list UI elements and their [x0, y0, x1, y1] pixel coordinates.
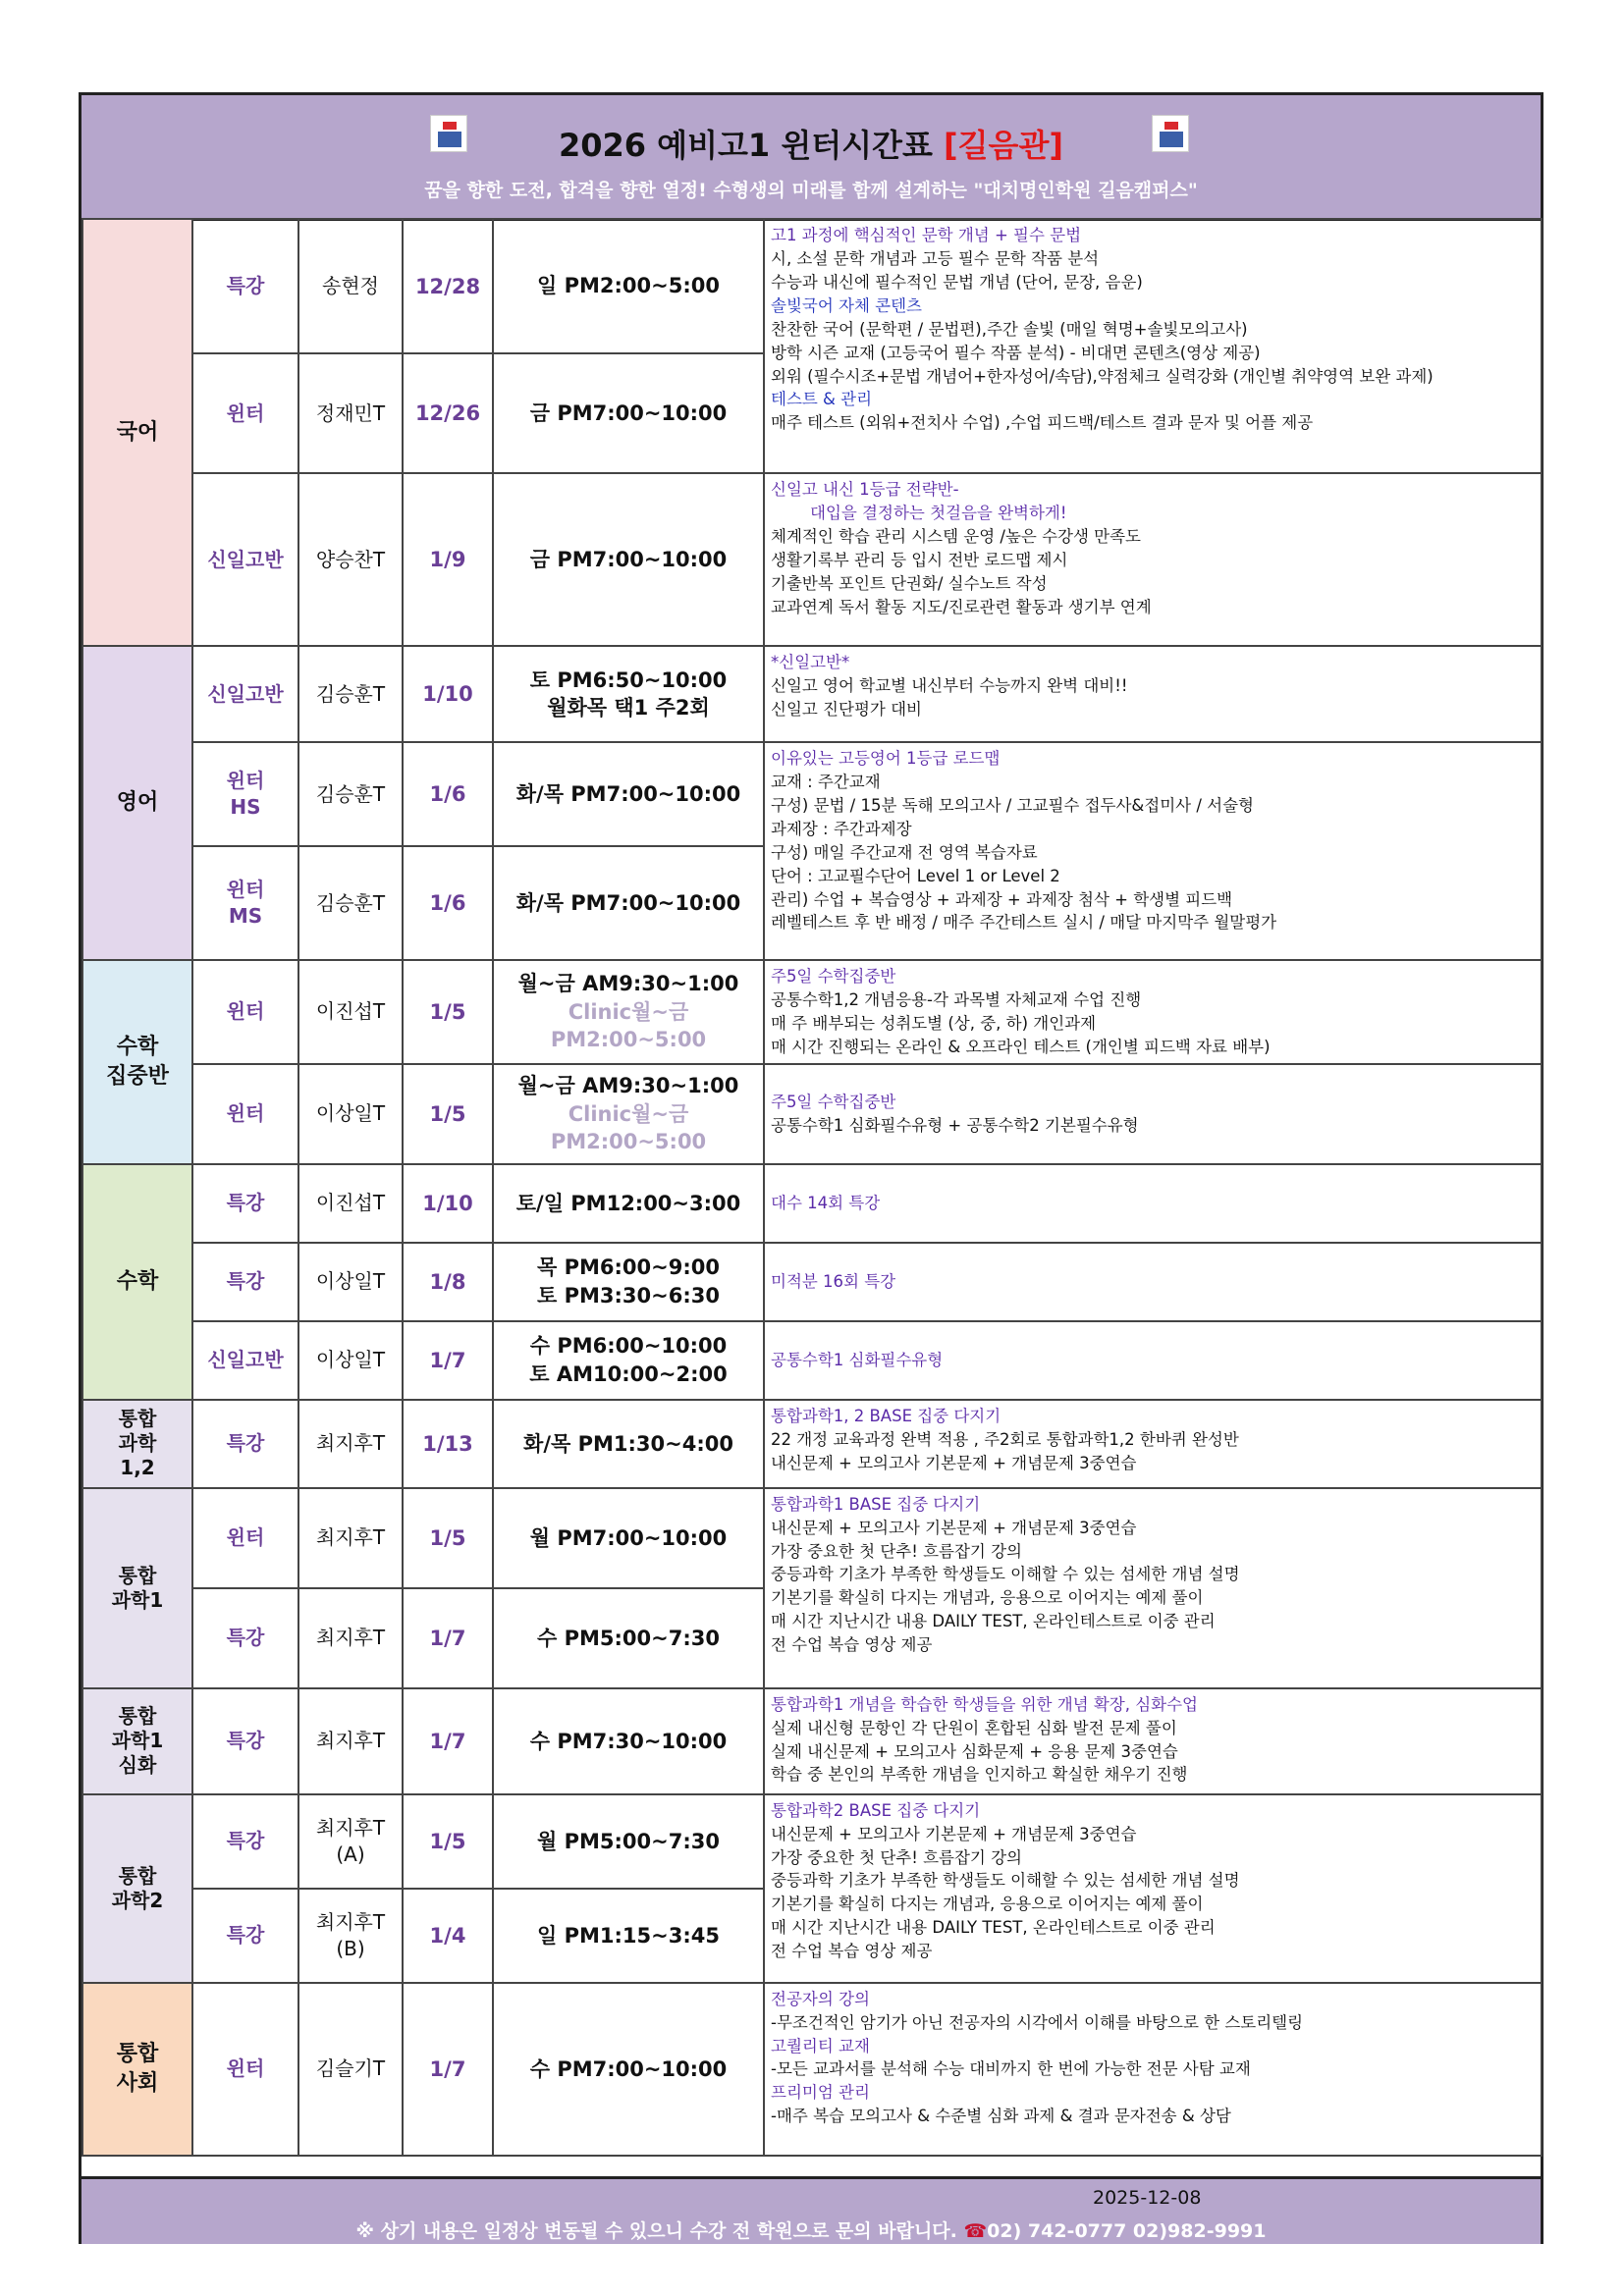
- table-row: [82, 1688, 1542, 1794]
- subject-social: 통합 사회: [82, 1983, 192, 2156]
- description-line: 가장 중요한 첫 단추! 흐름잡기 강의: [771, 1541, 1022, 1561]
- class-type: 윈터: [192, 960, 298, 1064]
- teacher: 이진섭T: [298, 1164, 403, 1243]
- start-date: 1/5: [403, 1064, 493, 1164]
- class-time: 수 PM7:00~10:00: [493, 1983, 764, 2156]
- start-date: 1/5: [403, 1794, 493, 1889]
- description-line: 매 시간 진행되는 온라인 & 오프라인 테스트 (개인별 피드백 자료 배부): [771, 1037, 1271, 1056]
- start-date: 1/10: [403, 646, 493, 742]
- start-date: 12/26: [403, 353, 493, 473]
- start-date: 1/8: [403, 1243, 493, 1321]
- description-line: 매 주 배부되는 성취도별 (상, 중, 하) 개인과제: [771, 1013, 1097, 1033]
- description-line: 공통수학1,2 개념응용-각 과목별 자체교재 수업 진행: [771, 989, 1142, 1009]
- description-line: 기본기를 확실히 다지는 개념과, 응용으로 이어지는 예제 풀이: [771, 1588, 1204, 1608]
- class-time: 토 PM6:50~10:00 월화목 택1 주2회: [493, 646, 764, 742]
- class-type: 특강: [192, 1400, 298, 1488]
- table-row: [82, 1164, 1542, 1243]
- phone-numbers: 02) 742-0777 02)982-9991: [987, 2220, 1267, 2242]
- description-line: 찬찬한 국어 (문학편 / 문법편),주간 솔빛 (매일 혁명+솔빛모의고사): [771, 319, 1248, 339]
- class-time: 월~금 AM9:30~1:00 Clinic월~금 PM2:00~5:00: [493, 1064, 764, 1164]
- teacher: 최지후T (A): [298, 1794, 403, 1889]
- table-row: [82, 1321, 1542, 1400]
- course-description: [764, 1243, 1542, 1321]
- course-description: [764, 646, 1542, 742]
- description-line: 외워 (필수시조+문법 개념어+한자성어/속담),약점체크 실력강화 (개인별 취약영역 보완 과제): [771, 366, 1434, 386]
- description-line: 구성) 문법 / 15분 독해 모의고사 / 고교필수 접두사&접미사 / 서술형: [771, 795, 1254, 815]
- course-description: [764, 219, 1542, 473]
- teacher: 이진섭T: [298, 960, 403, 1064]
- description-line: 교재 : 주간교재: [771, 772, 881, 791]
- subject-science-2: 통합 과학2: [82, 1794, 192, 1983]
- subject-science-1: 통합 과학1: [82, 1488, 192, 1688]
- start-date: 1/10: [403, 1164, 493, 1243]
- class-time: 월~금 AM9:30~1:00 Clinic월~금 PM2:00~5:00: [493, 960, 764, 1064]
- table-row: [82, 473, 1542, 646]
- description-line: 통합과학1 개념을 학습한 학생들을 위한 개념 확장, 심화수업: [771, 1694, 1198, 1714]
- branch-label: [길음관]: [944, 127, 1064, 164]
- teacher: 김승훈T: [298, 742, 403, 846]
- table-row: [82, 219, 1542, 353]
- class-type: 윈터: [192, 1064, 298, 1164]
- description-line: 대수 14회 특강: [771, 1193, 881, 1212]
- subject-english: 영어: [82, 646, 192, 960]
- description-line: -매주 복습 모의고사 & 수준별 심화 과제 & 결과 문자전송 & 상담: [771, 2107, 1231, 2126]
- start-date: 1/6: [403, 846, 493, 960]
- description-line: 실제 내신문제 + 모의고사 심화문제 + 응용 문제 3중연습: [771, 1741, 1178, 1761]
- class-time: 일 PM1:15~3:45: [493, 1889, 764, 1983]
- table-row: [82, 960, 1542, 1064]
- description-line: 관리) 수업 + 복습영상 + 과제장 + 과제장 첨삭 + 학생별 피드백: [771, 889, 1233, 909]
- teacher: 최지후T: [298, 1688, 403, 1794]
- subject-math-intensive: 수학 집중반: [82, 960, 192, 1164]
- description-line: 과제장 : 주간과제장: [771, 819, 912, 838]
- description-line: 공통수학1 심화필수유형 + 공통수학2 기본필수유형: [771, 1115, 1139, 1135]
- teacher: 최지후T: [298, 1488, 403, 1588]
- teacher: 이상일T: [298, 1321, 403, 1400]
- start-date: 1/5: [403, 1488, 493, 1588]
- class-type: 윈터 MS: [192, 846, 298, 960]
- course-description: [764, 742, 1542, 960]
- description-line: 주5일 수학집중반: [771, 1092, 896, 1111]
- description-line: 생활기록부 관리 등 입시 전반 로드맵 제시: [771, 550, 1068, 569]
- description-line: *신일고반*: [771, 653, 850, 671]
- description-line: 수능과 내신에 필수적인 문법 개념 (단어, 문장, 음운): [771, 272, 1143, 292]
- table-row: [82, 1983, 1542, 2156]
- class-type: 윈터: [192, 1488, 298, 1588]
- subject-science-1-advanced: 통합 과학1 심화: [82, 1688, 192, 1794]
- start-date: 1/7: [403, 1588, 493, 1688]
- description-line: 내신문제 + 모의고사 기본문제 + 개념문제 3중연습: [771, 1518, 1137, 1537]
- description-line: 학습 중 본인의 부족한 개념을 인지하고 확실한 채우기 진행: [771, 1765, 1188, 1785]
- class-type: 윈터: [192, 1983, 298, 2156]
- teacher: 최지후T: [298, 1588, 403, 1688]
- class-time: 화/목 PM7:00~10:00: [493, 846, 764, 960]
- course-description: [764, 1164, 1542, 1243]
- description-line: 대입을 결정하는 첫걸음을 완벽하게!: [810, 503, 1067, 522]
- description-line: 미적분 16회 특강: [771, 1271, 896, 1291]
- description-line: 중등과학 기초가 부족한 학생들도 이해할 수 있는 섬세한 개념 설명: [771, 1871, 1240, 1891]
- class-time: 일 PM2:00~5:00: [493, 219, 764, 353]
- start-date: 12/28: [403, 219, 493, 353]
- description-line: 내신문제 + 모의고사 기본문제 + 개념문제 3중연습: [771, 1824, 1137, 1843]
- description-line: 구성) 매일 주간교재 전 영역 복습자료: [771, 842, 1038, 862]
- class-type: 특강: [192, 219, 298, 353]
- class-time: 토/일 PM12:00~3:00: [493, 1164, 764, 1243]
- subject-korean: 국어: [82, 219, 192, 646]
- page-subtitle: 꿈을 향한 도전, 합격을 향한 열정! 수형생의 미래를 함께 설계하는 "대치명인학원 길음캠퍼스": [424, 180, 1198, 201]
- table-row: [82, 1794, 1542, 1889]
- description-line: 고퀄리티 교재: [771, 2036, 870, 2056]
- description-line: 전 수업 복습 영상 제공: [771, 1635, 933, 1655]
- class-time: 수 PM7:30~10:00: [493, 1688, 764, 1794]
- class-type: 신일고반: [192, 646, 298, 742]
- start-date: 1/5: [403, 960, 493, 1064]
- course-description: [764, 960, 1542, 1064]
- page-title: 2026 예비고1 윈터시간표 [길음관]: [558, 127, 1064, 164]
- start-date: 1/7: [403, 1688, 493, 1794]
- description-line: 매 시간 지난시간 내용 DAILY TEST, 온라인테스트로 이중 관리: [771, 1918, 1216, 1938]
- description-line: 내신문제 + 모의고사 기본문제 + 개념문제 3중연습: [771, 1453, 1137, 1472]
- teacher: 김승훈T: [298, 846, 403, 960]
- course-description: [764, 473, 1542, 646]
- class-time: 금 PM7:00~10:00: [493, 473, 764, 646]
- description-line: -무조건적인 암기가 아닌 전공자의 시각에서 이해를 바탕으로 한 스토리텔링: [771, 2012, 1304, 2032]
- start-date: 1/7: [403, 1321, 493, 1400]
- description-line: 시, 소설 문학 개념과 고등 필수 문학 작품 분석: [771, 248, 1100, 268]
- footer-banner: [81, 2176, 1541, 2244]
- description-line: 매주 테스트 (외워+전치사 수업) ,수업 피드백/테스트 결과 문자 및 어플 제공: [771, 413, 1314, 433]
- start-date: 1/7: [403, 1983, 493, 2156]
- teacher: 이상일T: [298, 1243, 403, 1321]
- description-line: 레벨테스트 후 반 배정 / 매주 주간테스트 실시 / 매달 마지막주 월말평가: [771, 913, 1277, 933]
- class-time: 수 PM5:00~7:30: [493, 1588, 764, 1688]
- table-row: [82, 1064, 1542, 1164]
- class-type: 특강: [192, 1688, 298, 1794]
- table-row: [82, 1488, 1542, 1588]
- start-date: 1/6: [403, 742, 493, 846]
- description-line: 매 시간 지난시간 내용 DAILY TEST, 온라인테스트로 이중 관리: [771, 1612, 1216, 1631]
- description-line: 통합과학1 BASE 집중 다지기: [771, 1494, 981, 1514]
- class-time: 월 PM7:00~10:00: [493, 1488, 764, 1588]
- description-line: -모든 교과서를 분석해 수능 대비까지 한 번에 가능한 전문 사탐 교재: [771, 2059, 1251, 2079]
- class-time: 목 PM6:00~9:00 토 PM3:30~6:30: [493, 1243, 764, 1321]
- description-line: 방학 시즌 교재 (고등국어 필수 작품 분석) - 비대면 콘텐츠(영상 제공): [771, 343, 1261, 362]
- description-line: 고1 과정에 핵심적인 문학 개념 + 필수 문법: [771, 226, 1082, 244]
- class-type: 특강: [192, 1588, 298, 1688]
- teacher: 정재민T: [298, 353, 403, 473]
- class-type: 특강: [192, 1164, 298, 1243]
- teacher: 김슬기T: [298, 1983, 403, 2156]
- class-type: 윈터: [192, 353, 298, 473]
- description-line: 기출반복 포인트 단권화/ 실수노트 작성: [771, 573, 1048, 593]
- teacher: 최지후T (B): [298, 1889, 403, 1983]
- course-description: [764, 1321, 1542, 1400]
- description-line: 22 개정 교육과정 완벽 적용 , 주2회로 통합과학1,2 한바퀴 완성반: [771, 1429, 1239, 1449]
- class-time: 화/목 PM7:00~10:00: [493, 742, 764, 846]
- class-type: 신일고반: [192, 473, 298, 646]
- teacher: 이상일T: [298, 1064, 403, 1164]
- start-date: 1/4: [403, 1889, 493, 1983]
- class-time: 월 PM5:00~7:30: [493, 1794, 764, 1889]
- footer-note: ※ 상기 내용은 일정상 변동될 수 있으니 수강 전 학원으로 문의 바랍니다. ☎02) 742-0777 02)982-9991: [355, 2220, 1267, 2242]
- description-line: 교과연계 독서 활동 지도/진로관련 활동과 생기부 연계: [771, 597, 1152, 616]
- table-row: [82, 1243, 1542, 1321]
- class-type: 특강: [192, 1889, 298, 1983]
- description-line: 주5일 수학집중반: [771, 967, 896, 986]
- class-time: 금 PM7:00~10:00: [493, 353, 764, 473]
- class-type: 특강: [192, 1794, 298, 1889]
- description-line: 신일고 영어 학교별 내신부터 수능까지 완벽 대비!!: [771, 675, 1128, 695]
- description-line: 체계적인 학습 관리 시스템 운영 /높은 수강생 만족도: [771, 526, 1141, 546]
- description-line: 기본기를 확실히 다지는 개념과, 응용으로 이어지는 예제 풀이: [771, 1895, 1204, 1914]
- class-type: 특강: [192, 1243, 298, 1321]
- description-line: 통합과학1, 2 BASE 집중 다지기: [771, 1406, 1001, 1425]
- teacher: 송현정: [298, 219, 403, 353]
- updated-date: 2025-12-08: [1093, 2187, 1202, 2209]
- teacher: 최지후T: [298, 1400, 403, 1488]
- description-line: 중등과학 기초가 부족한 학생들도 이해할 수 있는 섬세한 개념 설명: [771, 1565, 1240, 1584]
- description-line: 전 수업 복습 영상 제공: [771, 1942, 933, 1961]
- timetable-sheet: [79, 92, 1543, 2244]
- course-description: [764, 1688, 1542, 1794]
- schedule-table: [81, 218, 1543, 2157]
- description-line: 실제 내신형 문항인 각 단원이 혼합된 심화 발전 문제 풀이: [771, 1718, 1177, 1737]
- description-line: 단어 : 고교필수단어 Level 1 or Level 2: [771, 866, 1060, 885]
- table-row: [82, 646, 1542, 742]
- description-line: 이유있는 고등영어 1등급 로드맵: [771, 749, 1001, 768]
- description-line: 신일고 진단평가 대비: [771, 699, 922, 719]
- description-line: 솔빛국어 자체 콘텐츠: [771, 295, 922, 315]
- course-description: [764, 1064, 1542, 1164]
- phone-icon: ☎: [963, 2220, 988, 2242]
- course-description: [764, 1794, 1542, 1983]
- description-line: 통합과학2 BASE 집중 다지기: [771, 1800, 981, 1820]
- teacher: 양승찬T: [298, 473, 403, 646]
- course-description: [764, 1400, 1542, 1488]
- class-time: 화/목 PM1:30~4:00: [493, 1400, 764, 1488]
- class-type: 윈터 HS: [192, 742, 298, 846]
- class-time: 수 PM6:00~10:00 토 AM10:00~2:00: [493, 1321, 764, 1400]
- description-line: 가장 중요한 첫 단추! 흐름잡기 강의: [771, 1847, 1022, 1867]
- description-line: 테스트 & 관리: [771, 390, 873, 409]
- teacher: 김승훈T: [298, 646, 403, 742]
- start-date: 1/9: [403, 473, 493, 646]
- description-line: 프리미엄 관리: [771, 2083, 870, 2103]
- description-line: 공통수학1 심화필수유형: [771, 1350, 944, 1369]
- class-type: 신일고반: [192, 1321, 298, 1400]
- description-line: 전공자의 강의: [771, 1989, 870, 2008]
- start-date: 1/13: [403, 1400, 493, 1488]
- description-line: 신일고 내신 1등급 전략반-: [771, 480, 959, 499]
- table-row: [82, 742, 1542, 846]
- table-row: [82, 1400, 1542, 1488]
- course-description: [764, 1488, 1542, 1688]
- header-banner: [81, 95, 1541, 221]
- subject-math: 수학: [82, 1164, 192, 1400]
- course-description: [764, 1983, 1542, 2156]
- subject-science-1-2: 통합 과학 1,2: [82, 1400, 192, 1488]
